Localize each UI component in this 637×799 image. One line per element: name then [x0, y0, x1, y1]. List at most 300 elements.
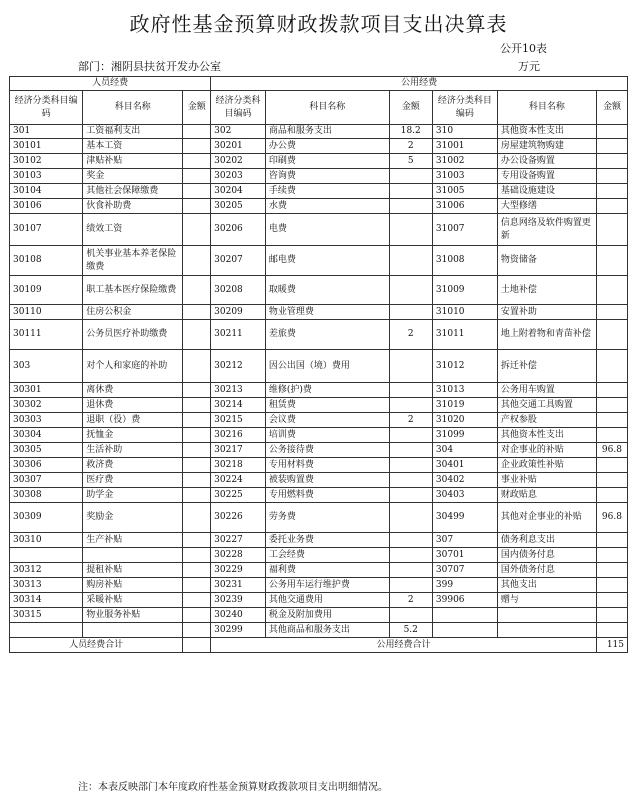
code-cell: 30231 [211, 578, 266, 593]
code-cell: 30226 [211, 503, 266, 533]
name-cell: 商品和服务支出 [265, 125, 389, 139]
amount-cell [596, 533, 627, 548]
header-code: 经济分类科目编码 [432, 91, 497, 125]
table-row [10, 473, 628, 488]
code-cell: 31013 [432, 383, 497, 398]
public-total-label: 公用经费合计 [211, 638, 597, 653]
amount-cell [596, 383, 627, 398]
amount-cell [596, 276, 627, 305]
amount-cell [183, 139, 211, 154]
name-cell: 取暖费 [265, 276, 389, 305]
name-cell: 公务接待费 [265, 443, 389, 458]
amount-cell [183, 503, 211, 533]
amount-cell: 2 [389, 593, 432, 608]
name-cell: 其他交通工具购置 [497, 398, 596, 413]
table-row [10, 503, 628, 533]
code-cell: 30402 [432, 473, 497, 488]
amount-cell [183, 169, 211, 184]
amount-cell [596, 214, 627, 246]
amount-cell [389, 503, 432, 533]
name-cell: 公务用车运行维护费 [265, 578, 389, 593]
code-cell: 30313 [10, 578, 83, 593]
name-cell: 劳务费 [265, 503, 389, 533]
name-cell: 咨询费 [265, 169, 389, 184]
amount-cell [596, 350, 627, 383]
code-cell: 30299 [211, 623, 266, 638]
amount-cell [183, 578, 211, 593]
name-cell: 其他商品和服务支出 [265, 623, 389, 638]
code-cell: 30228 [211, 548, 266, 563]
code-cell: 30218 [211, 458, 266, 473]
amount-cell [389, 533, 432, 548]
amount-cell [596, 593, 627, 608]
code-cell: 39906 [432, 593, 497, 608]
footnote: 注：本表反映部门本年度政府性基金预算财政拨款项目支出明细情况。 [78, 782, 388, 793]
code-cell: 30213 [211, 383, 266, 398]
code-cell: 30101 [10, 139, 83, 154]
name-cell: 土地补偿 [497, 276, 596, 305]
table-number: 公开10表 [500, 42, 547, 55]
amount-cell [183, 533, 211, 548]
amount-cell [389, 548, 432, 563]
name-cell: 培训费 [265, 428, 389, 443]
code-cell: 31005 [432, 184, 497, 199]
code-cell: 30229 [211, 563, 266, 578]
name-cell: 提租补贴 [83, 563, 183, 578]
name-cell: 地上附着物和青苗补偿 [497, 320, 596, 350]
name-cell: 国内债务付息 [497, 548, 596, 563]
table-row [10, 398, 628, 413]
name-cell: 其他支出 [497, 578, 596, 593]
code-cell: 31099 [432, 428, 497, 443]
header-name: 科目名称 [497, 91, 596, 125]
code-cell [432, 623, 497, 638]
name-cell: 对企事业的补贴 [497, 443, 596, 458]
name-cell: 安置补助 [497, 305, 596, 320]
code-cell: 30403 [432, 488, 497, 503]
amount-cell [183, 488, 211, 503]
name-cell: 专用燃料费 [265, 488, 389, 503]
amount-cell [389, 443, 432, 458]
amount-cell [596, 428, 627, 443]
amount-cell [596, 548, 627, 563]
header-amount: 金额 [389, 91, 432, 125]
amount-cell [183, 548, 211, 563]
code-cell: 30202 [211, 154, 266, 169]
table-row [10, 154, 628, 169]
name-cell: 基本工资 [83, 139, 183, 154]
name-cell: 救济费 [83, 458, 183, 473]
amount-cell [183, 398, 211, 413]
code-cell: 30701 [432, 548, 497, 563]
table-row [10, 246, 628, 276]
code-cell: 31009 [432, 276, 497, 305]
code-cell: 30499 [432, 503, 497, 533]
code-cell: 301 [10, 125, 83, 139]
table-row [10, 443, 628, 458]
name-cell: 电费 [265, 214, 389, 246]
name-cell: 公务用车购置 [497, 383, 596, 398]
name-cell: 工会经费 [265, 548, 389, 563]
name-cell: 邮电费 [265, 246, 389, 276]
name-cell: 物资储备 [497, 246, 596, 276]
name-cell: 公务员医疗补助缴费 [83, 320, 183, 350]
name-cell: 产权参股 [497, 413, 596, 428]
amount-cell [596, 154, 627, 169]
name-cell: 维修(护)费 [265, 383, 389, 398]
name-cell [83, 623, 183, 638]
amount-cell [183, 246, 211, 276]
code-cell: 303 [10, 350, 83, 383]
name-cell: 其他交通费用 [265, 593, 389, 608]
code-cell: 30204 [211, 184, 266, 199]
name-cell: 生产补贴 [83, 533, 183, 548]
code-cell: 30109 [10, 276, 83, 305]
amount-cell [389, 246, 432, 276]
name-cell: 其他资本性支出 [497, 125, 596, 139]
name-cell: 对个人和家庭的补助 [83, 350, 183, 383]
code-cell: 30206 [211, 214, 266, 246]
name-cell [497, 608, 596, 623]
public-total-value: 115 [596, 638, 627, 653]
code-cell: 30110 [10, 305, 83, 320]
name-cell: 房屋建筑物购建 [497, 139, 596, 154]
group-header-public: 公用经费 [211, 77, 628, 91]
name-cell: 专用材料费 [265, 458, 389, 473]
code-cell: 30224 [211, 473, 266, 488]
table-row [10, 320, 628, 350]
name-cell: 会议费 [265, 413, 389, 428]
expenditure-table [9, 76, 628, 653]
table-row [10, 563, 628, 578]
personnel-total-label: 人员经费合计 [10, 638, 183, 653]
table-row [10, 608, 628, 623]
unit-label: 万元 [518, 60, 540, 73]
name-cell: 福利费 [265, 563, 389, 578]
code-cell: 30307 [10, 473, 83, 488]
name-cell: 津贴补贴 [83, 154, 183, 169]
name-cell: 生活补助 [83, 443, 183, 458]
table-row [10, 125, 628, 139]
amount-cell [389, 428, 432, 443]
code-cell: 30216 [211, 428, 266, 443]
name-cell: 采暖补贴 [83, 593, 183, 608]
amount-cell [389, 305, 432, 320]
code-cell: 31019 [432, 398, 497, 413]
name-cell: 医疗费 [83, 473, 183, 488]
code-cell: 30305 [10, 443, 83, 458]
table-row [10, 548, 628, 563]
code-cell: 31001 [432, 139, 497, 154]
code-cell [10, 623, 83, 638]
name-cell: 物业服务补贴 [83, 608, 183, 623]
amount-cell [596, 125, 627, 139]
name-cell: 税金及附加费用 [265, 608, 389, 623]
code-cell: 30239 [211, 593, 266, 608]
name-cell: 债务利息支出 [497, 533, 596, 548]
code-cell: 31011 [432, 320, 497, 350]
header-name: 科目名称 [83, 91, 183, 125]
code-cell: 30310 [10, 533, 83, 548]
amount-cell: 18.2 [389, 125, 432, 139]
amount-cell [596, 169, 627, 184]
table-row [10, 428, 628, 443]
amount-cell [596, 199, 627, 214]
code-cell: 310 [432, 125, 497, 139]
name-cell: 印刷费 [265, 154, 389, 169]
code-cell: 30315 [10, 608, 83, 623]
code-cell: 30205 [211, 199, 266, 214]
table-row [10, 214, 628, 246]
code-cell: 307 [432, 533, 497, 548]
code-cell: 30306 [10, 458, 83, 473]
amount-cell [596, 305, 627, 320]
table-row [10, 276, 628, 305]
name-cell: 水费 [265, 199, 389, 214]
amount-cell [389, 608, 432, 623]
amount-cell [183, 350, 211, 383]
amount-cell [183, 276, 211, 305]
code-cell: 30102 [10, 154, 83, 169]
name-cell: 赠与 [497, 593, 596, 608]
amount-cell [596, 246, 627, 276]
code-cell: 31007 [432, 214, 497, 246]
amount-cell [389, 398, 432, 413]
amount-cell [596, 608, 627, 623]
amount-cell: 96.8 [596, 503, 627, 533]
amount-cell [389, 184, 432, 199]
name-cell: 企业政策性补贴 [497, 458, 596, 473]
code-cell: 30215 [211, 413, 266, 428]
code-cell: 30111 [10, 320, 83, 350]
name-cell: 退职（役）费 [83, 413, 183, 428]
name-cell: 国外债务付息 [497, 563, 596, 578]
header-code: 经济分类科目编码 [211, 91, 266, 125]
name-cell: 物业管理费 [265, 305, 389, 320]
amount-cell [596, 184, 627, 199]
name-cell [497, 623, 596, 638]
name-cell: 抚恤金 [83, 428, 183, 443]
code-cell: 30201 [211, 139, 266, 154]
amount-cell [183, 305, 211, 320]
table-row [10, 533, 628, 548]
code-cell: 30214 [211, 398, 266, 413]
table-row [10, 305, 628, 320]
table-row [10, 593, 628, 608]
name-cell: 离休费 [83, 383, 183, 398]
amount-cell [183, 413, 211, 428]
amount-cell [389, 473, 432, 488]
name-cell: 其他资本性支出 [497, 428, 596, 443]
name-cell: 职工基本医疗保险缴费 [83, 276, 183, 305]
table-row [10, 199, 628, 214]
table-row [10, 184, 628, 199]
name-cell [83, 548, 183, 563]
amount-cell [596, 398, 627, 413]
amount-cell [389, 563, 432, 578]
code-cell: 30203 [211, 169, 266, 184]
header-amount: 金额 [183, 91, 211, 125]
table-row [10, 458, 628, 473]
header-name: 科目名称 [265, 91, 389, 125]
code-cell: 31012 [432, 350, 497, 383]
code-cell: 31006 [432, 199, 497, 214]
amount-cell [389, 199, 432, 214]
amount-cell [389, 458, 432, 473]
code-cell: 30308 [10, 488, 83, 503]
code-cell: 30401 [432, 458, 497, 473]
amount-cell [389, 276, 432, 305]
amount-cell [183, 214, 211, 246]
name-cell: 差旅费 [265, 320, 389, 350]
name-cell: 其他对企事业的补贴 [497, 503, 596, 533]
amount-cell: 2 [389, 413, 432, 428]
code-cell: 30302 [10, 398, 83, 413]
amount-cell: 2 [389, 139, 432, 154]
code-cell: 31010 [432, 305, 497, 320]
code-cell: 30104 [10, 184, 83, 199]
amount-cell [596, 578, 627, 593]
name-cell: 财政贴息 [497, 488, 596, 503]
amount-cell [183, 593, 211, 608]
code-cell: 30212 [211, 350, 266, 383]
code-cell: 30312 [10, 563, 83, 578]
amount-cell [596, 139, 627, 154]
name-cell: 拆迁补偿 [497, 350, 596, 383]
amount-cell [389, 488, 432, 503]
table-row [10, 623, 628, 638]
amount-cell [596, 413, 627, 428]
group-header-personnel: 人员经费 [10, 77, 211, 91]
amount-cell [389, 169, 432, 184]
name-cell: 奖金 [83, 169, 183, 184]
code-cell: 30227 [211, 533, 266, 548]
amount-cell [183, 125, 211, 139]
amount-cell: 96.8 [596, 443, 627, 458]
amount-cell [389, 350, 432, 383]
amount-cell [183, 184, 211, 199]
name-cell: 助学金 [83, 488, 183, 503]
amount-cell [596, 623, 627, 638]
code-cell: 30240 [211, 608, 266, 623]
name-cell: 租赁费 [265, 398, 389, 413]
code-cell: 30301 [10, 383, 83, 398]
name-cell: 事业补贴 [497, 473, 596, 488]
amount-cell [183, 154, 211, 169]
table-row [10, 350, 628, 383]
department-label: 部门：湘阴县扶贫开发办公室 [78, 60, 221, 73]
code-cell [10, 548, 83, 563]
code-cell [432, 608, 497, 623]
amount-cell [389, 214, 432, 246]
name-cell: 住房公积金 [83, 305, 183, 320]
table-row [10, 169, 628, 184]
name-cell: 其他社会保障缴费 [83, 184, 183, 199]
code-cell: 30208 [211, 276, 266, 305]
header-amount: 金额 [596, 91, 627, 125]
amount-cell [596, 563, 627, 578]
amount-cell [596, 320, 627, 350]
name-cell: 绩效工资 [83, 214, 183, 246]
amount-cell [183, 320, 211, 350]
name-cell: 委托业务费 [265, 533, 389, 548]
code-cell: 31020 [432, 413, 497, 428]
page-title: 政府性基金预算财政拨款项目支出决算表 [129, 12, 508, 36]
name-cell: 机关事业基本养老保险缴费 [83, 246, 183, 276]
name-cell: 手续费 [265, 184, 389, 199]
name-cell: 办公费 [265, 139, 389, 154]
code-cell: 30207 [211, 246, 266, 276]
table-row [10, 383, 628, 398]
name-cell: 购房补贴 [83, 578, 183, 593]
code-cell: 30108 [10, 246, 83, 276]
name-cell: 基础设施建设 [497, 184, 596, 199]
code-cell: 30225 [211, 488, 266, 503]
amount-cell [183, 383, 211, 398]
table-row [10, 413, 628, 428]
amount-cell: 2 [389, 320, 432, 350]
name-cell: 因公出国（境）费用 [265, 350, 389, 383]
code-cell: 30211 [211, 320, 266, 350]
table-row [10, 488, 628, 503]
code-cell: 30103 [10, 169, 83, 184]
header-code: 经济分类科目编码 [10, 91, 83, 125]
amount-cell [183, 199, 211, 214]
code-cell: 30304 [10, 428, 83, 443]
amount-cell [183, 563, 211, 578]
amount-cell: 5.2 [389, 623, 432, 638]
code-cell: 31003 [432, 169, 497, 184]
code-cell: 30303 [10, 413, 83, 428]
name-cell: 伙食补助费 [83, 199, 183, 214]
name-cell: 被装购置费 [265, 473, 389, 488]
amount-cell [183, 623, 211, 638]
table-row [10, 139, 628, 154]
name-cell: 退休费 [83, 398, 183, 413]
code-cell: 302 [211, 125, 266, 139]
amount-cell [596, 488, 627, 503]
name-cell: 工资福利支出 [83, 125, 183, 139]
name-cell: 奖励金 [83, 503, 183, 533]
code-cell: 304 [432, 443, 497, 458]
code-cell: 30106 [10, 199, 83, 214]
amount-cell [183, 608, 211, 623]
code-cell: 30309 [10, 503, 83, 533]
code-cell: 30107 [10, 214, 83, 246]
amount-cell [389, 383, 432, 398]
amount-cell [183, 458, 211, 473]
code-cell: 30314 [10, 593, 83, 608]
amount-cell: 5 [389, 154, 432, 169]
amount-cell [183, 428, 211, 443]
amount-cell [596, 473, 627, 488]
name-cell: 大型修缮 [497, 199, 596, 214]
amount-cell [389, 578, 432, 593]
table-row [10, 578, 628, 593]
amount-cell [183, 473, 211, 488]
code-cell: 399 [432, 578, 497, 593]
code-cell: 30707 [432, 563, 497, 578]
code-cell: 31002 [432, 154, 497, 169]
name-cell: 信息网络及软件购置更新 [497, 214, 596, 246]
code-cell: 30217 [211, 443, 266, 458]
name-cell: 办公设备购置 [497, 154, 596, 169]
personnel-total-value [183, 638, 211, 653]
amount-cell [596, 458, 627, 473]
amount-cell [183, 443, 211, 458]
code-cell: 31008 [432, 246, 497, 276]
name-cell: 专用设备购置 [497, 169, 596, 184]
